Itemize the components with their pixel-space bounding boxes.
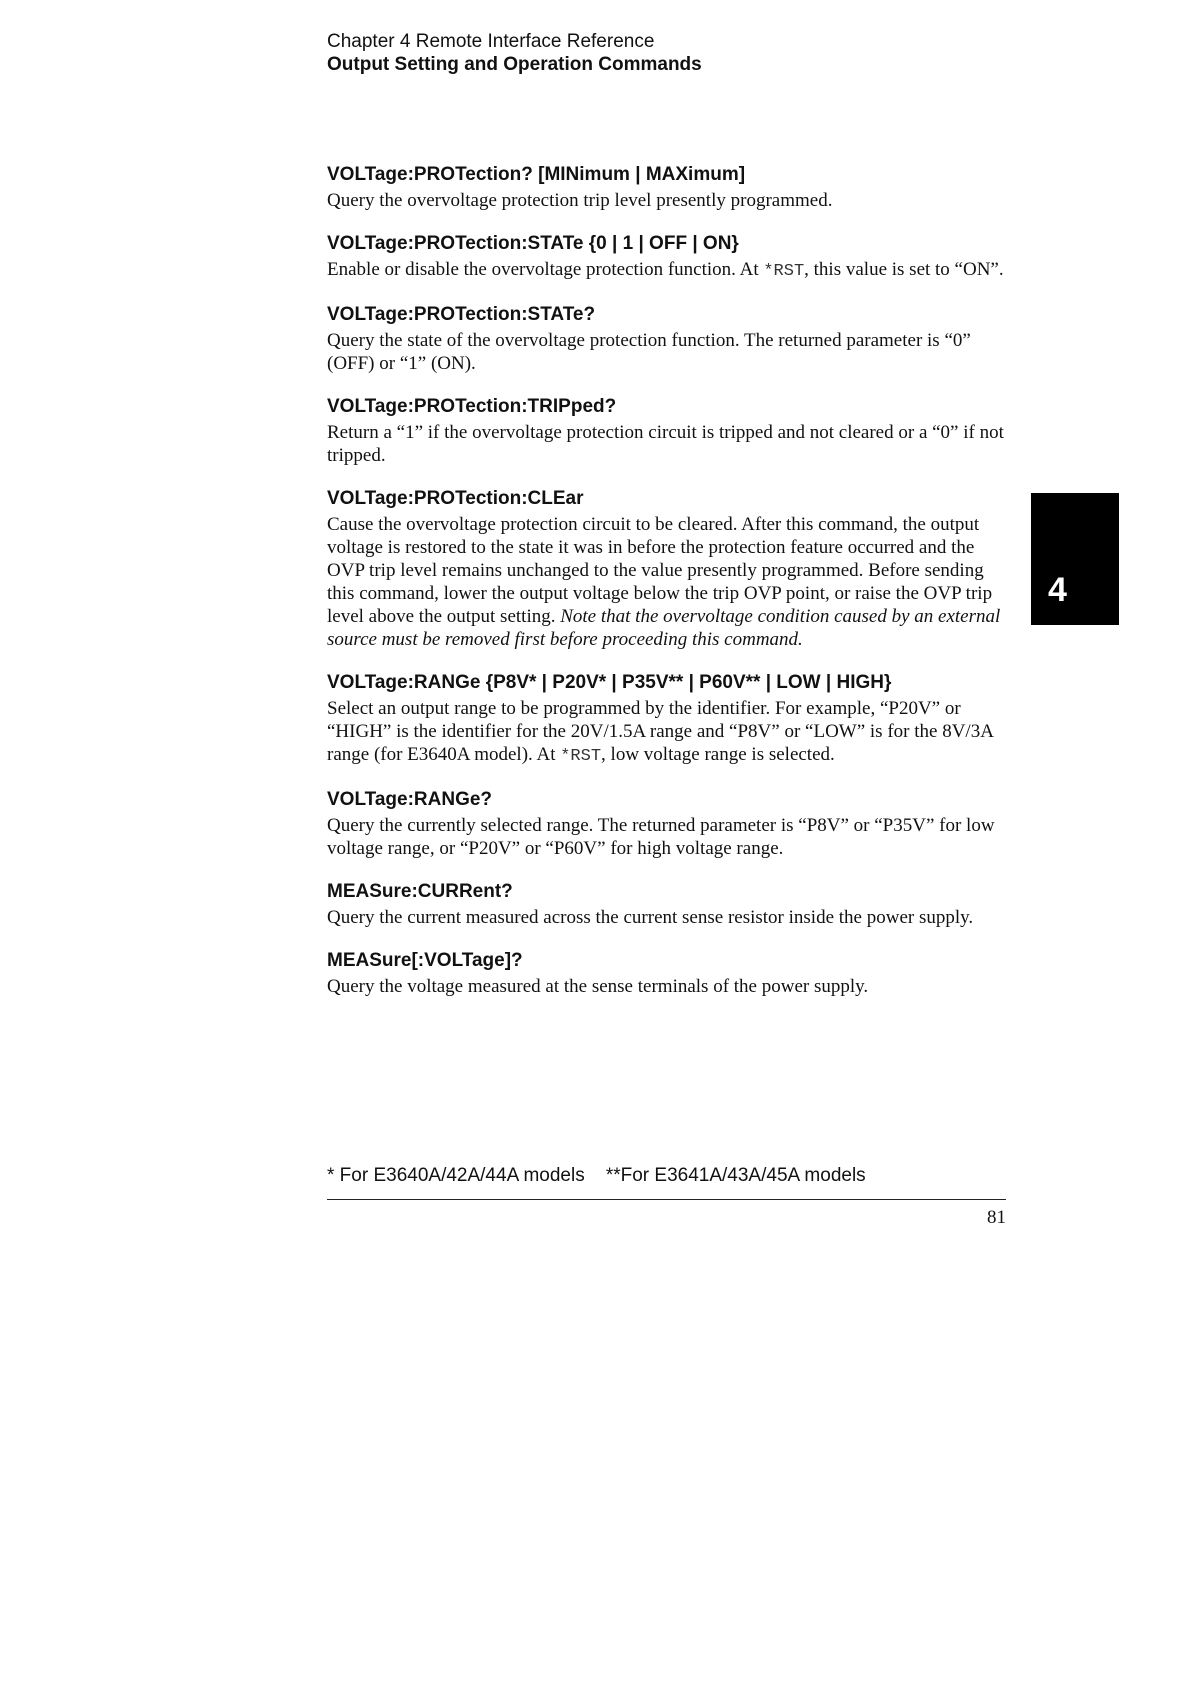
- command-entry: [327, 302, 1007, 375]
- chapter-tab-number: 4: [1048, 571, 1067, 609]
- description-text: , this value is set to “ON”.: [804, 259, 1004, 280]
- command-description: Query the currently selected range. The returned parameter is “P8V” or “P35V” for low voltage range, or “P20V” or “P60V” for high voltage range.: [327, 815, 995, 859]
- command-heading: VOLTage:RANGe?: [327, 789, 493, 810]
- command-entry: [327, 486, 1007, 651]
- command-heading: VOLTage:PROTection:CLEar: [327, 488, 584, 509]
- command-heading: VOLTage:PROTection? [MINimum | MAXimum]: [327, 164, 746, 185]
- section-title: Output Setting and Operation Commands: [327, 54, 702, 75]
- command-heading: VOLTage:PROTection:STATe {0 | 1 | OFF | ON}: [327, 233, 739, 254]
- description-text: Enable or disable the overvoltage protection function. At: [327, 259, 764, 280]
- code-rst: *RST: [560, 747, 602, 766]
- command-heading: VOLTage:PROTection:STATe?: [327, 304, 596, 325]
- footnote: [327, 1164, 866, 1188]
- command-heading: MEASure:CURRent?: [327, 881, 513, 902]
- command-description: [327, 697, 1007, 768]
- command-description: Query the overvoltage protection trip level presently programmed.: [327, 190, 833, 211]
- description-text: Select an output range to be programmed by the identifier. For example, “P20V” or “HIGH” is the identifier for the 20V/1.5A range and “P8V” or “LOW” is for the 8V/3A range (for E3640A model). At: [327, 698, 993, 765]
- page-number: 81: [987, 1207, 1006, 1228]
- command-entry: [327, 162, 1007, 212]
- description-text: Cause the overvoltage protection circuit to be cleared. After this command, the output voltage is restored to the state it was in before the protection feature occurred and the OVP trip level remains unchanged to the value presently programmed. Before sending this command, lower the output voltage below the trip OVP point, or raise the OVP trip level above the output setting.: [327, 514, 993, 627]
- code-rst: *RST: [763, 262, 805, 281]
- command-entry: [327, 670, 1007, 768]
- chapter-title: Chapter 4 Remote Interface Reference: [327, 31, 655, 52]
- command-description: Return a “1” if the overvoltage protection circuit is tripped and not cleared or a “0” if not tripped.: [327, 422, 1004, 466]
- command-heading: MEASure[:VOLTage]?: [327, 950, 523, 971]
- page-header: [327, 30, 702, 76]
- italic-note: Note that the overvoltage condition caused by an external source must be removed first before proceeding this command.: [327, 606, 1001, 650]
- footnote-left: * For E3640A/42A/44A models: [327, 1165, 585, 1186]
- description-text: , low voltage range is selected.: [601, 744, 835, 765]
- command-list: [327, 162, 1007, 1017]
- footer-divider: [327, 1199, 1006, 1200]
- command-heading: VOLTage:PROTection:TRIPped?: [327, 396, 617, 417]
- command-description: [327, 513, 1007, 651]
- command-description: [327, 258, 1007, 283]
- command-entry: [327, 231, 1007, 283]
- command-description: Query the state of the overvoltage protection function. The returned parameter is “0” (OFF) or “1” (ON).: [327, 330, 971, 374]
- command-heading: VOLTage:RANGe {P8V* | P20V* | P35V** | P60V** | LOW | HIGH}: [327, 672, 892, 693]
- command-entry: [327, 394, 1007, 467]
- command-description: Query the current measured across the current sense resistor inside the power supply.: [327, 907, 974, 928]
- command-entry: [327, 948, 1007, 998]
- footnote-right: **For E3641A/43A/45A models: [605, 1165, 866, 1186]
- command-entry: [327, 879, 1007, 929]
- command-description: Query the voltage measured at the sense terminals of the power supply.: [327, 976, 869, 997]
- chapter-side-tab: [1031, 493, 1119, 625]
- command-entry: [327, 787, 1007, 860]
